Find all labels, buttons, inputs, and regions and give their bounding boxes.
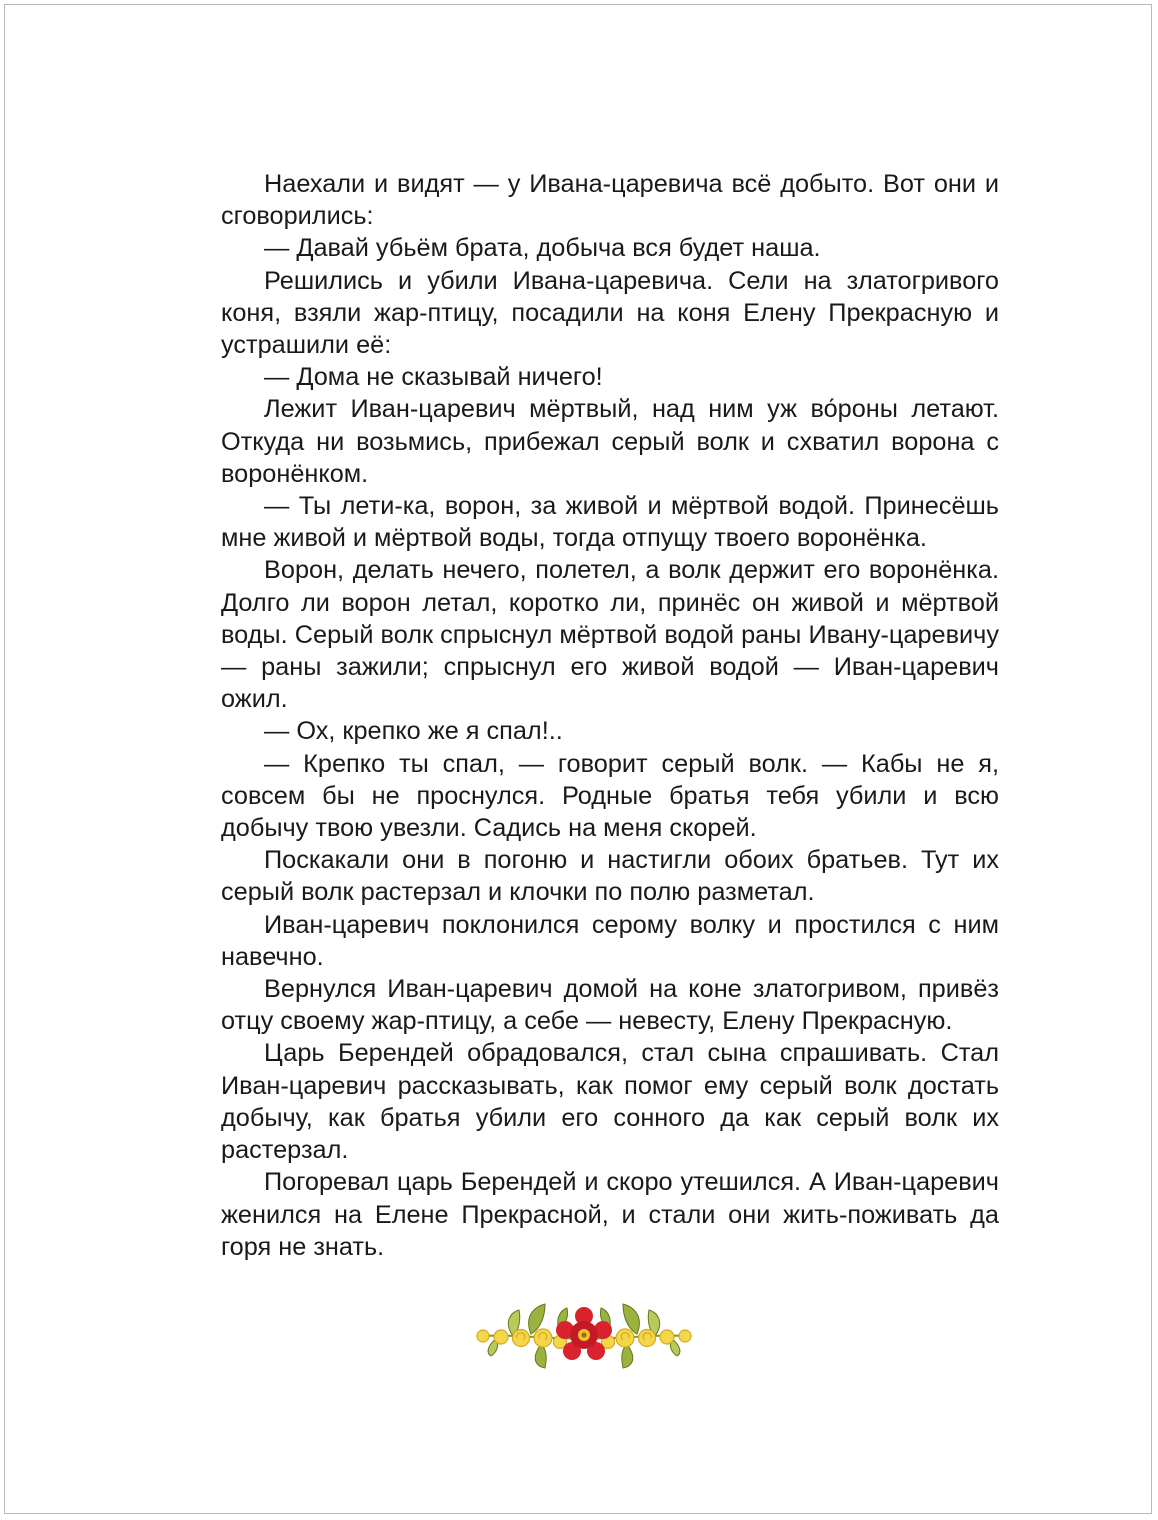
- paragraph-5: Лежит Иван-царевич мёртвый, над ним уж во́роны летают. Откуда ни возьмись, прибежал серый волк и схватил ворона с воронёнком.: [221, 395, 999, 488]
- paragraph-3: Решились и убили Ивана-царевича. Сели на златогривого коня, взяли жар-птицу, посадили на коня Елену Прекрасную и устрашили её:: [221, 266, 999, 360]
- paragraph-14: Погоревал царь Берендей и скоро утешился. А Иван-царевич женился на Елене Прекрасной, и стали они жить-поживать да горя не знать.: [221, 1168, 999, 1261]
- page-frame: [4, 4, 1152, 1514]
- paragraph-7: Ворон, делать нечего, полетел, а волк держит его воронёнка. Долго ли ворон летал, коротко ли, принёс он живой и мёртвой воды. Серый волк спрыснул мёртвой водой раны Ивану-царевичу — раны зажили; спрыснул его живой водой — Иван-царевич ожил.: [221, 556, 999, 714]
- paragraph-2: — Давай убьём брата, добыча вся будет наша.: [264, 234, 821, 263]
- paragraph-11: Иван-царевич поклонился серому волку и простился с ним навечно.: [221, 910, 999, 971]
- paragraph-10: Поскакали они в погоню и настигли обоих братьев. Тут их серый волк растерзал и клочки по полю разметал.: [221, 846, 999, 907]
- paragraph-1: Наехали и видят — у Ивана-царевича всё добыто. Вот они и сговорились:: [221, 170, 999, 231]
- paragraph-12: Вернулся Иван-царевич домой на коне златогривом, привёз отцу своему жар-птицу, а себе — невесту, Елену Прекрасную.: [221, 975, 999, 1036]
- paragraph-6: — Ты лети-ка, ворон, за живой и мёртвой водой. Принесёшь мне живой и мёртвой воды, тогда отпущу твоего воронёнка.: [221, 492, 999, 553]
- story-text: [221, 168, 999, 1263]
- paragraph-13: Царь Берендей обрадовался, стал сына спрашивать. Стал Иван-царевич рассказывать, как помог ему серый волк достать добычу, как братья убили его сонного да как серый волк их растерзал.: [221, 1039, 999, 1165]
- paragraph-4: — Дома не сказывай ничего!: [264, 363, 603, 392]
- paragraph-9: — Крепко ты спал, — говорит серый волк. — Кабы не я, совсем бы не проснулся. Родные братья тебя убили и всю добычу твою увезли. Садись на меня скорей.: [221, 749, 999, 843]
- paragraph-8: — Ох, крепко же я спал!..: [264, 717, 563, 746]
- floral-ornament-icon: [471, 1300, 697, 1372]
